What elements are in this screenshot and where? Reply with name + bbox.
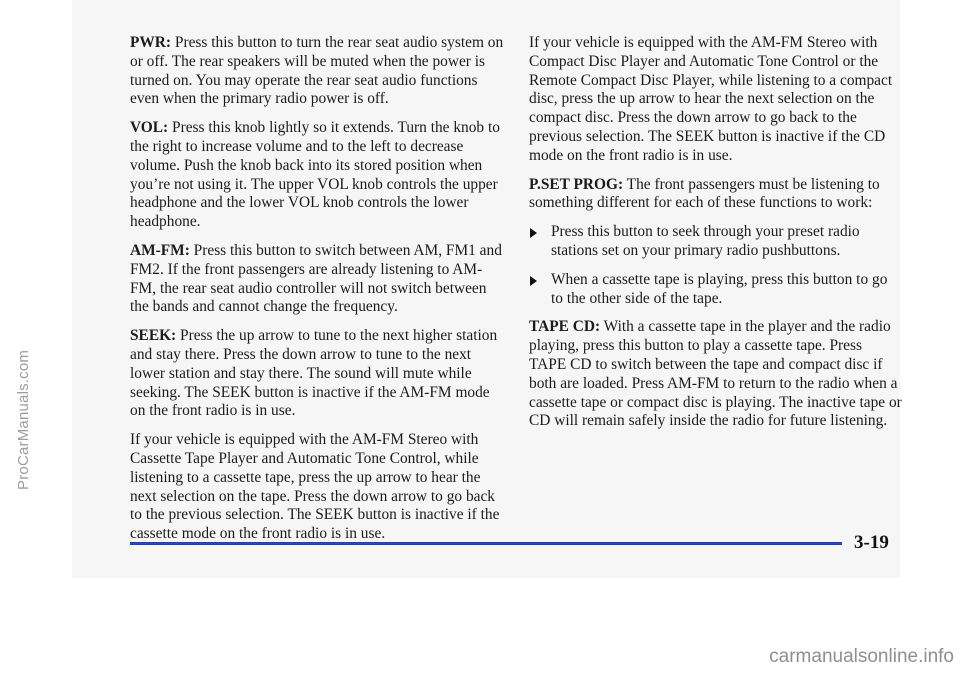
right-column [529,34,902,441]
list-item [529,271,902,309]
left-column [130,34,506,554]
bullet-text: When a cassette tape is playing, press this button to go to the other side of the tape. [551,270,888,307]
side-watermark-text: ProCarManuals.com [15,349,32,490]
tape-cd-term: TAPE CD: [529,318,601,336]
tape-cd-text: With a cassette tape in the player and the radio playing, press this button to play a cassette tape. Press TAPE CD to switch between the tape and compact disc if both are loaded. Press AM-FM to return to the radio when a cassette tape or compact disc is playing. The inactive tape or CD will remain safely inside the radio for future listening. [529,318,902,430]
pwr-paragraph [130,34,506,109]
vol-paragraph [130,119,506,232]
triangle-bullet-icon [530,276,537,286]
cd-seek-text: If your vehicle is equipped with the AM-FM Stereo with Compact Disc Player and Automatic Tone Control or the Remote Compact Disc Player, while listening to a compact disc, press the up arrow to hear the next selection on the compact disc. Press the down arrow to go back to the previous selection. The SEEK button is inactive if the CD mode on the front radio is in use. [529,34,893,164]
footer-rule [130,542,842,545]
pset-prog-bullet-list [529,223,902,308]
pwr-term: PWR: [130,34,172,51]
triangle-bullet-icon [530,228,537,238]
seek-term: SEEK: [130,327,177,345]
seek-text: Press the up arrow to tune to the next higher station and stay there. Press the down arrow to tune to the next lower station and stay there. The sound will mute while seeking. The SEEK button is inactive if the AM-FM mode on the front radio is in use. [130,327,498,420]
am-fm-text: Press this button to switch between AM, FM1 and FM2. If the front passengers are already listening to AM-FM, the rear seat audio controller will not switch between the bands and cannot change the frequency. [130,241,502,316]
bullet-text: Press this button to seek through your preset radio stations set on your primary radio pushbuttons. [551,223,860,259]
seek-paragraph [130,327,506,421]
am-fm-term: AM-FM: [130,241,190,259]
cassette-seek-text: If your vehicle is equipped with the AM-FM Stereo with Cassette Tape Player and Automatic Tone Control, while listening to a cassette tape, press the up arrow to hear the next selection on the tape. Press the down arrow to go back to the previous selection. The SEEK button is inactive if the cassette mode on the front radio is in use. [130,431,500,543]
tape-cd-paragraph [529,318,902,431]
footer-watermark: carmanualsonline.info [769,646,954,667]
list-item [529,223,902,261]
am-fm-paragraph [130,242,506,317]
cd-seek-paragraph [529,34,902,166]
pset-prog-term: P.SET PROG: [529,175,624,193]
vol-term: VOL: [130,119,169,137]
side-watermark [0,0,30,675]
pset-prog-paragraph [529,176,902,214]
pset-prog-text: The front passengers must be listening to something different for each of these functions to work: [529,175,880,212]
page-number: 3-19 [854,532,889,553]
vol-text: Press this knob lightly so it extends. Turn the knob to the right to increase volume and to the left to decrease volume. Push the knob back into its stored position when you’re not using it. The upper VOL knob controls the upper headphone and the lower VOL knob controls the lower headphone. [130,119,500,231]
pwr-text: Press this button to turn the rear seat audio system on or off. The rear speakers will be muted when the power is turned on. You may operate the rear seat audio functions even when the primary radio power is off. [130,34,504,108]
cassette-seek-paragraph [130,431,506,544]
